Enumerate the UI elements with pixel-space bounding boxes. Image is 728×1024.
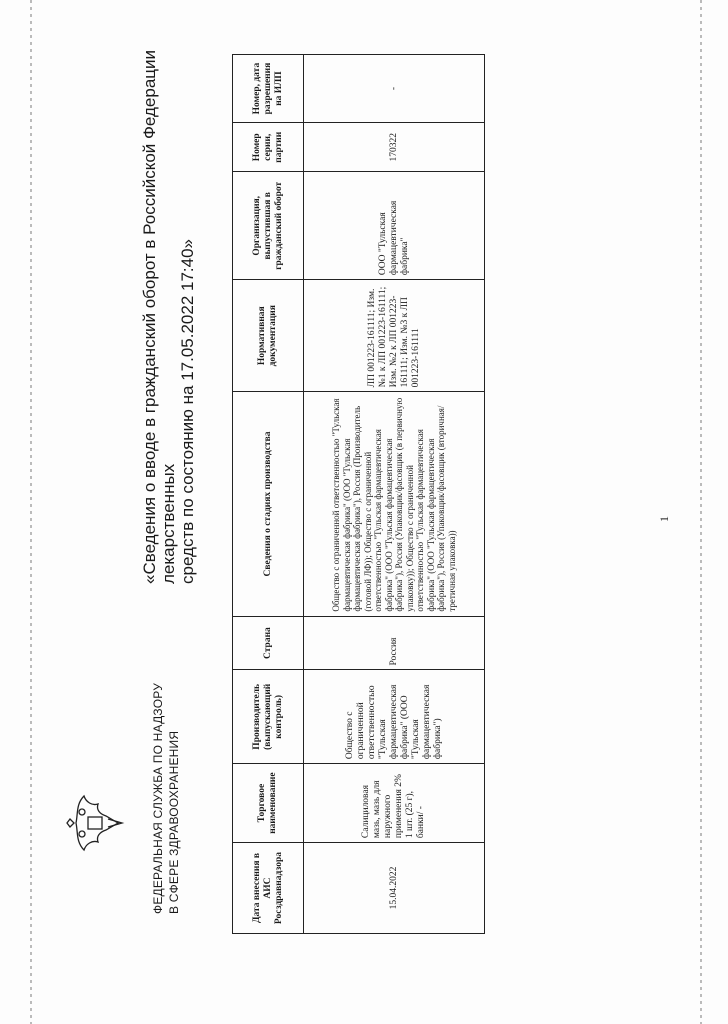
cell-trade-name: Салициловая мазь, мазь для наружного применения 2% 1 шт. (25 г), банки/ - [304, 764, 485, 843]
title-line-2: средств по состоянию на 17.05.2022 17:40» [178, 238, 197, 584]
cell-stages: Общество с ограниченной ответственностью "Тульская фармацевтическая фабрика" (ООО "Тульская фармацевтическая фабрика"), Россия (Производитель (готовой ЛФ)); Общество с ограниченной ответственностью "Тульская фармацевтическая фабрика" (ООО "Тульская фармацевтическая фабрика"), Россия (Упаковщик/фасовщик (в первичную упаковку)); Общество с ограниченной ответственностью "Тульская фармацевтическая фабрика" (ООО "Тульская фармацевтическая фабрика"), Россия (Упаковщик/фасовщик (вторичная/третичная упаковка)) [304, 392, 485, 616]
table-header-row [233, 55, 304, 934]
org-line-1: ФЕДЕРАЛЬНАЯ СЛУЖБА ПО НАДЗОРУ [151, 682, 165, 914]
title-line-1: «Сведения о вводе в гражданский оборот в Российской Федерации лекарственных [140, 49, 178, 584]
organization-name [150, 584, 182, 914]
org-line-2: В СФЕРЕ ЗДРАВООХРАНЕНИЯ [167, 730, 181, 914]
header-stages: Сведения о стадиях производства [233, 392, 304, 616]
header-normative-doc: Нормативная документация [233, 280, 304, 392]
circulation-table [232, 54, 485, 934]
cell-date: 15.04.2022 [304, 843, 485, 934]
cell-organization: ООО "Тульская фармацевтическая фабрика" [304, 172, 485, 280]
header-country: Страна [233, 616, 304, 670]
header-permit: Номер, дата разрешения на ИЛП [233, 55, 304, 123]
eagle-emblem-icon [66, 792, 126, 854]
table-row [304, 55, 485, 934]
header-trade-name: Торговое наименование [233, 764, 304, 843]
header-organization: Организация, выпустившая в гражданский оборот [233, 172, 304, 280]
header-manufacturer: Производитель (выпускающий контроль) [233, 670, 304, 764]
header-series: Номер серии, партии [233, 123, 304, 172]
page-number: 1 [657, 516, 671, 522]
cell-normative-doc: ЛП 001223-161111; Изм. №1 к ЛП 001223-161111; Изм. №2 к ЛП 001223-161111; Изм. №3 к ЛП 001223-161111 [304, 280, 485, 392]
header-date: Дата внесения в АИС Росздравнадзора [233, 843, 304, 934]
cell-series: 170322 [304, 123, 485, 172]
cell-manufacturer: Общество с ограниченной ответственностью "Тульская фармацевтическая фабрика" (ООО "Тульская фармацевтическая фабрика") [304, 670, 485, 764]
cell-country: Россия [304, 616, 485, 670]
cell-permit: - [304, 55, 485, 123]
document-title [140, 4, 197, 584]
